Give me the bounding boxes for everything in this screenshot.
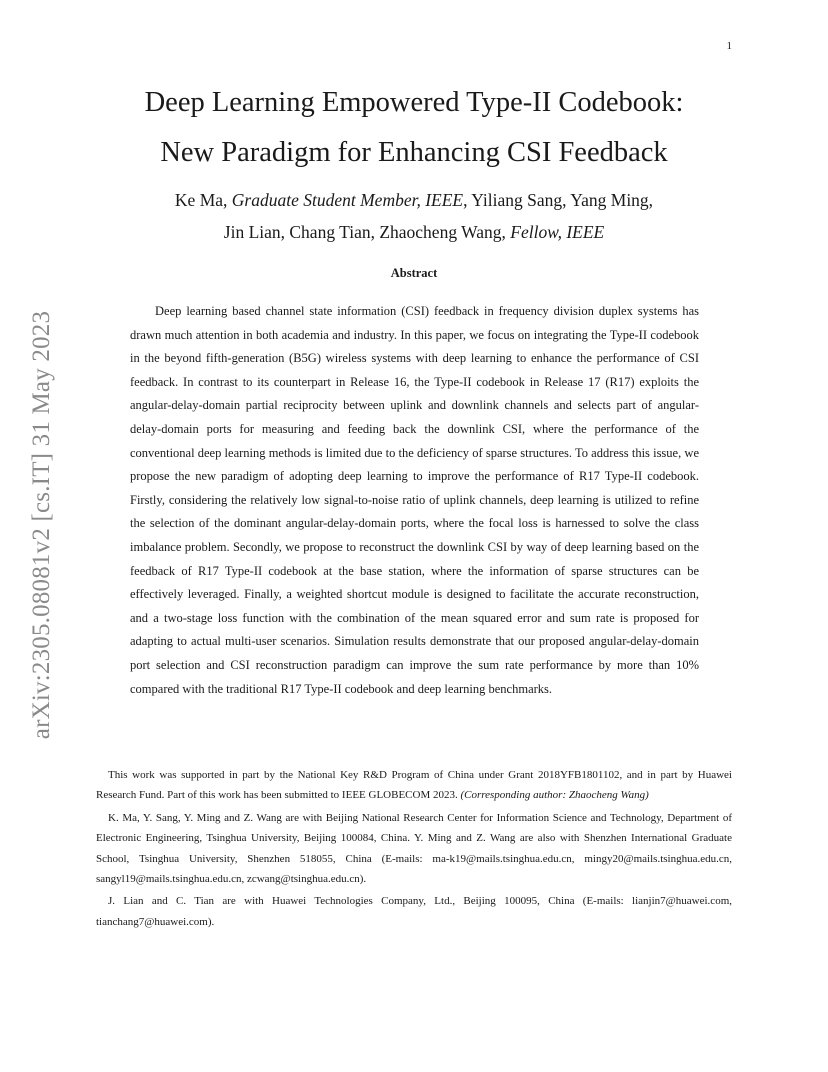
author-membership: Fellow, IEEE (510, 222, 605, 242)
abstract-heading: Abstract (390, 266, 438, 280)
affiliation-footnote-1: K. Ma, Y. Sang, Y. Ming and Z. Wang are with Beijing National Research Center for Information Science and Technology, Department of Electronic Engineering, Tsinghua University, Beijing 100084, China. Y. Ming and Z. Wang are also with Shenzhen International Graduate School, Tsinghua University, Shenzhen 518055, China (E-mails: ma-k19@mails.tsinghua.edu.cn, mingy20@mails.tsinghua.edu.cn, sangyl19@mails.tsinghua.edu.cn, zcwang@tsinghua.edu.cn). (96, 811, 732, 886)
author-names: , Yiliang Sang, Yang Ming, (463, 190, 654, 210)
abstract-text: Deep learning based channel state information (CSI) feedback in frequency division duplex systems has drawn much attention in both academia and industry. In this paper, we focus on integrating the Type-II codebook in the beyond fifth-generation (B5G) wireless systems with deep learning to enhance the performance of CSI feedback. In contrast to its counterpart in Release 16, the Type-II codebook in Release 17 (R17) exploits the angular-delay-domain partial reciprocity between uplink and downlink channels and selects part of angular-delay-domain ports for measuring and feeding back the downlink CSI, where the performance of the conventional deep learning methods is limited due to the deficiency of sparse structures. To address this issue, we propose the new paradigm of adopting deep learning to improve the performance of R17 Type-II codebook. Firstly, considering the relatively low signal-to-noise ratio of uplink channels, deep learning is utilized to refine the selection of the dominant angular-delay-domain ports, where the focal loss is harnessed to solve the class imbalance problem. Secondly, we propose to reconstruct the downlink CSI by way of deep learning based on the feedback of R17 Type-II codebook at the base station, where the information of sparse structures can be effectively leveraged. Finally, a weighted shortcut module is designed to facilitate the accurate reconstruction, and a two-stage loss function with the combination of the mean squared error and sum rate is proposed for adapting to actual multi-user scenarios. Simulation results demonstrate that our proposed angular-delay-domain port selection and CSI reconstruction paradigm can improve the sum rate performance by more than 10% compared with the traditional R17 Type-II codebook and deep learning benchmarks. (130, 304, 699, 696)
paper-title (96, 78, 732, 178)
author-name: Ke Ma, (174, 190, 232, 210)
funding-footnote (96, 765, 732, 806)
corresponding-author-note: (Corresponding author: Zhaocheng Wang) (460, 789, 649, 802)
funding-text: This work was supported in part by the National Key R&D Program of China under Grant 2018YFB1801102, and in part by Huawei Research Fund. Part of this work has been submitted to IEEE GLOBECOM 2023. (96, 769, 732, 802)
author-membership: Graduate Student Member, IEEE (231, 190, 464, 210)
author-list (96, 184, 732, 248)
arxiv-identifier: arXiv:2305.08081v2 [cs.IT] 31 May 2023 (28, 310, 55, 740)
author-line-1 (96, 184, 732, 216)
author-names: Jin Lian, Chang Tian, Zhaocheng Wang, (223, 222, 511, 242)
paper-title-line-2: New Paradigm for Enhancing CSI Feedback (160, 137, 668, 168)
page-number: 1 (726, 40, 732, 52)
paper-title-line-1: Deep Learning Empowered Type-II Codebook: (144, 87, 684, 118)
affiliation-footnote-2: J. Lian and C. Tian are with Huawei Technologies Company, Ltd., Beijing 100095, China (E-mails: lianjin7@huawei.com, tianchang7@huawei.com). (96, 895, 732, 928)
footnotes (96, 765, 732, 934)
author-line-2 (96, 216, 732, 248)
